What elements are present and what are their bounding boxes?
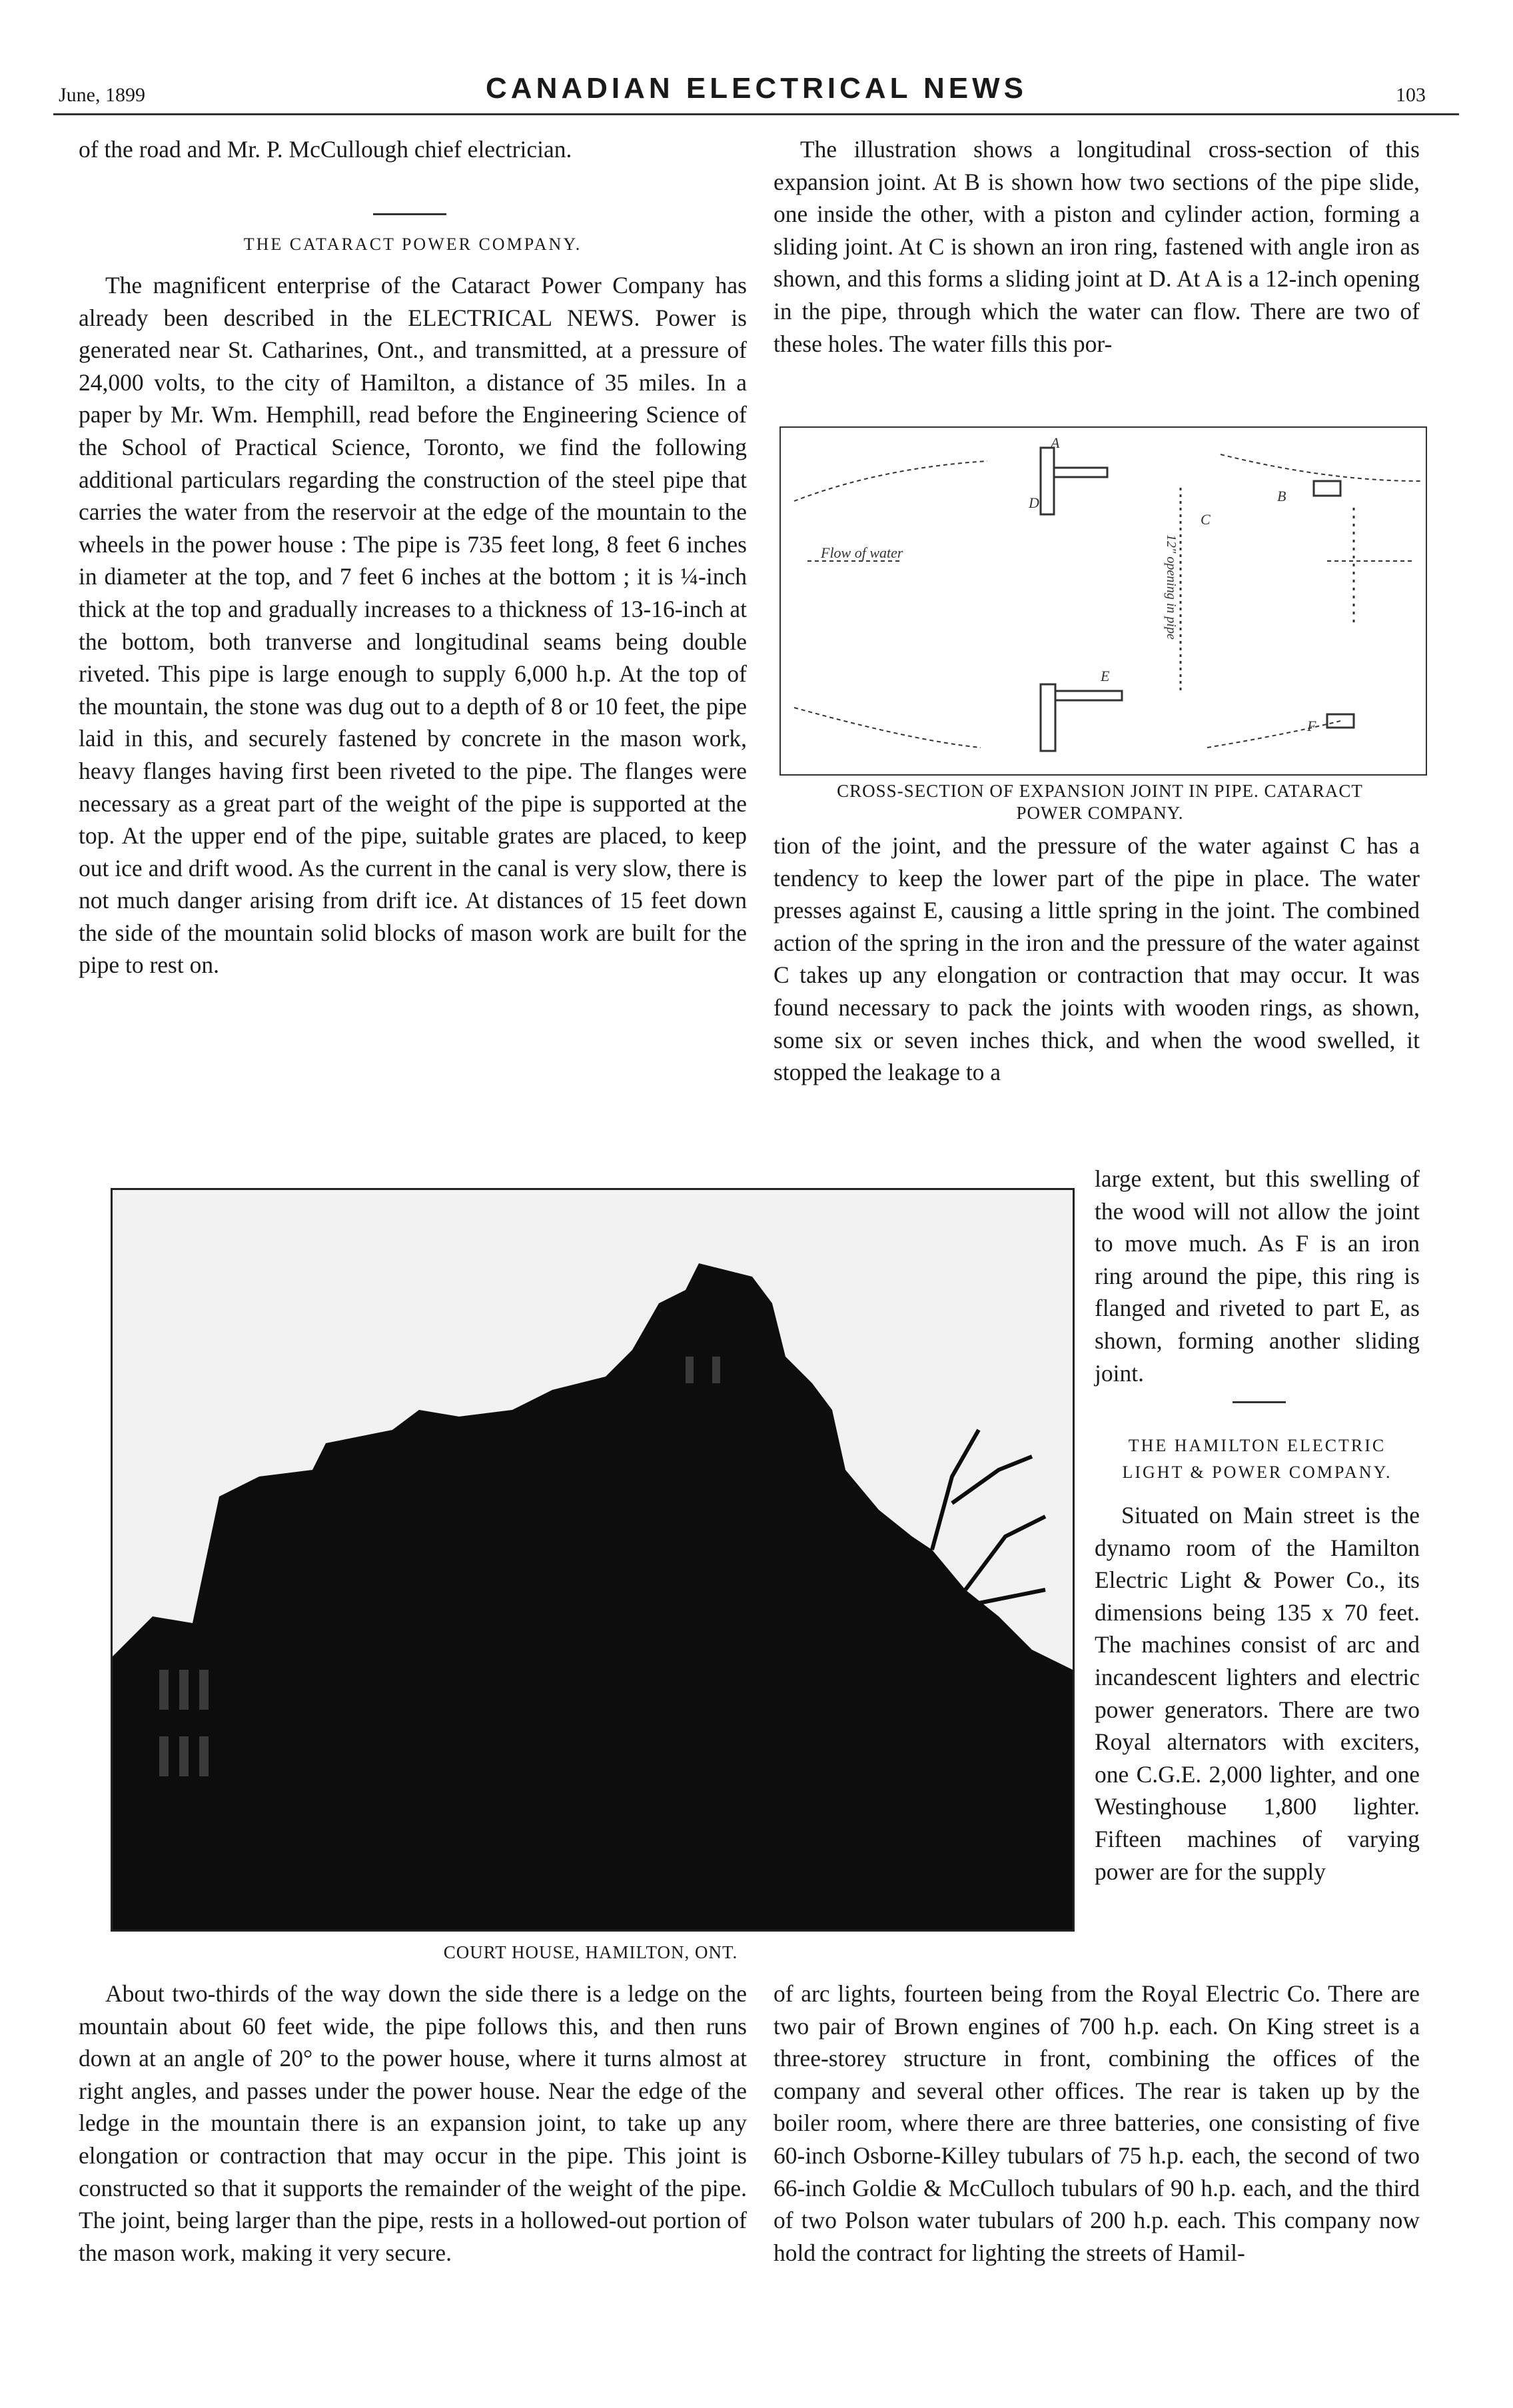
ledge-paragraph-text: About two-thirds of the way down the side there is a ledge on the mountain about 60 feet wide, the pipe follows this, and then runs down at an angle of 20° to the power house, where it turns almost at right angles, and passes under the power house. Near the edge of the ledge in the mountain there is an expansion joint, to take up any elongation or contraction that may occur in the pipe. This joint is constructed so that it supports the remainder of the weight of the pipe. The joint, being larger than the pipe, rests in a hollowed-out portion of the mason work, making it very secure.	[79, 1980, 747, 2266]
section-heading-hamilton-2: LIGHT & POWER COMPANY.	[1122, 1463, 1392, 1482]
continuation-text: of the road and Mr. P. McCullough chief electrician.	[79, 136, 572, 163]
page-number: 103	[1396, 84, 1426, 106]
journal-title: CANADIAN ELECTRICAL NEWS	[486, 72, 1027, 105]
letter-b: B	[1277, 488, 1286, 504]
right-column-top	[773, 133, 1420, 360]
section-heading-hamilton-1: THE HAMILTON ELECTRIC	[1128, 1436, 1386, 1455]
cataract-paragraph-text: The magnificent enterprise of the Cataract Power Company has already been described in the ELECTRICAL NEWS. Power is generated near St. Catharines, Ont., and transmitted, at a pressure of 24,000 volts, to the city of Hamilton, a distance of 35 miles. In a paper by Mr. Wm. Hemphill, read before the Engineering Science of the School of Practical Science, Toronto, we find the following additional particulars regarding the construction of the steel pipe that carries the water from the reservoir at the edge of the mountain to the wheels in the power house : The pipe is 735 feet long, 8 feet 6 inches in diameter at the top, and 7 feet 6 inches at the bottom ; it is ¼-inch thick at the top and gradually increases to a thickness of 13-16-inch at the bottom, both tranverse and longitudinal seams being double riveted. This pipe is large enough to supply 6,000 h.p. At the top of the mountain, the stone was dug out to a depth of 8 or 10 feet, the pipe laid in this, and securely fastened by concrete in the mason work, heavy flanges having first been riveted to the pipe. The flanges were necessary as a great part of the weight of the pipe is supported at the top. At the upper end of the pipe, suitable grates are placed, to keep out ice and drift wood. As the current in the canal is very slow, there is not much danger arising from drift ice. At distances of 15 feet down the side of the mountain solid blocks of mason work are built for the pipe to rest on.	[79, 272, 747, 979]
cataract-paragraph	[79, 269, 747, 981]
right-column-bottom	[773, 1978, 1420, 2269]
opening-label: 12" opening in pipe	[1164, 534, 1179, 640]
letter-e: E	[1101, 668, 1110, 684]
left-column-bottom	[79, 1978, 747, 2269]
joint-continuation-text: tion of the joint, and the pressure of the water against C has a tendency to keep the lower part of the pipe in place. The water presses against E, causing a little spring in the joint. The combined action of the spring in the iron and the pressure of the water against C takes up any elongation or contraction that may occur. It was found necessary to pack the joints with wooden rings, as shown, some six or seven inches thick, and when the wood swelled, it stopped the leakage to a	[773, 832, 1420, 1086]
letter-d: D	[1029, 494, 1039, 511]
letter-a: A	[1051, 434, 1060, 451]
arc-lights-text: of arc lights, fourteen being from the Royal Electric Co. There are two pair of Brown engines of 700 h.p. each. On King street is a three-storey structure in front, combining the offices of the company and several other offices. The rear is taken up by the boiler room, where there are three batteries, one consisting of five 60-inch Osborne-Killey tubulars of 75 h.p. each, the second of two 66-inch Goldie & McCulloch tubulars of 90 h.p. each, and the third of two Polson water tubulars of 200 h.p. each. This company now hold the contract for lighting the streets of Hamil-	[773, 1980, 1420, 2266]
expansion-joint-drawing	[781, 428, 1426, 774]
cross-section-diagram	[779, 426, 1427, 776]
left-column-top	[79, 133, 747, 166]
section-heading-cataract: THE CATARACT POWER COMPANY.	[243, 235, 582, 254]
court-house-photo	[111, 1188, 1075, 1932]
diagram-caption-line2: POWER COMPANY.	[1016, 803, 1184, 823]
sliding-joint-text: large extent, but this swelling of the wood will not allow the joint to move much. As F is an iron ring around the pipe, this ring is flanged and riveted to part E, as shown, forming another sliding joint.	[1095, 1165, 1420, 1387]
section-rule-2	[1233, 1401, 1286, 1403]
header-date: June, 1899	[59, 84, 145, 106]
right-column-mid	[773, 830, 1420, 1089]
diagram-caption-line1: CROSS-SECTION OF EXPANSION JOINT IN PIPE. CATARACT	[837, 781, 1363, 801]
hamilton-narrow-text: Situated on Main street is the dynamo room of the Hamilton Electric Light & Power Co., its dimensions being 135 x 70 feet. The machines consist of arc and incandescent lighters and electric power generators. There are two Royal alternators with exciters, one C.G.E. 2,000 lighter, and one Westinghouse 1,800 lighter. Fifteen machines of varying power are for the supply	[1095, 1502, 1420, 1885]
flow-label: Flow of water	[821, 544, 903, 561]
narrow-column-top	[1095, 1163, 1420, 1389]
letter-c: C	[1201, 511, 1211, 528]
section-rule	[373, 213, 446, 215]
court-house-silhouette	[113, 1190, 1073, 1930]
photo-caption: COURT HOUSE, HAMILTON, ONT.	[443, 1942, 738, 1962]
expansion-joint-text: The illustration shows a longitudinal cross-section of this expansion joint. At B is shown how two sections of the pipe slide, one inside the other, with a piston and cylinder action, forming a sliding joint. At C is shown an iron ring, fastened with angle iron as shown, and this forms a sliding joint at D. At A is a 12-inch opening in the pipe, through which the water can flow. There are two of these holes. The water fills this por-	[773, 136, 1420, 357]
letter-f: F	[1307, 718, 1316, 734]
header-rule	[53, 113, 1459, 115]
narrow-column-bottom	[1095, 1499, 1420, 1888]
